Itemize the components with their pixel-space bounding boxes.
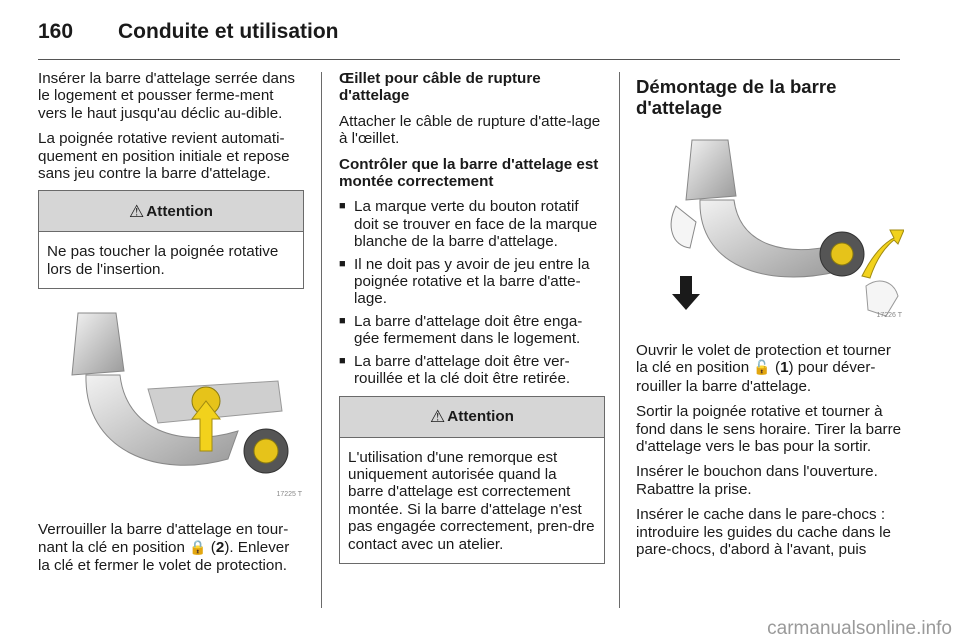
figure-towbar-remove: [636, 126, 904, 326]
list-item: ■ La barre d'attelage doit être ver-rouillée et la clé doit être retirée.: [339, 353, 605, 388]
column-divider-right: [619, 72, 620, 608]
towbar-illustration-remove: [636, 126, 904, 326]
column-right: [636, 70, 904, 566]
figure-code: 17226 T: [876, 311, 902, 319]
subhead-breakaway-eye: Œillet pour câble de rupture d'attelage: [339, 70, 541, 105]
attention-header: [340, 397, 604, 438]
page-title: Conduite et utilisation: [118, 20, 339, 43]
list-item: ■ Il ne doit pas y avoir de jeu entre la poignée rotative et la barre d'atte-lage.: [339, 256, 605, 308]
attention-header: [39, 191, 303, 232]
warning-triangle-icon: ⚠: [430, 406, 446, 426]
warning-triangle-icon: ⚠: [129, 201, 145, 221]
list-item: ■ La barre d'attelage doit être enga-gée fermement dans le logement.: [339, 313, 605, 348]
left-paragraph-handle: La poignée rotative revient automati-quement en position initiale et repose sans jeu contre la barre d'attelage.: [38, 130, 290, 183]
left-paragraph-insert: Insérer la barre d'attelage serrée dans le logement et pousser ferme-ment vers le haut jusqu'au déclic au-dible.: [38, 70, 296, 122]
middle-paragraph-cable: Attacher le câble de rupture d'atte-lage à l'œillet.: [339, 112, 601, 148]
check-list: [339, 198, 605, 387]
attention-text: Ne pas toucher la poignée rotative lors de l'insertion.: [47, 243, 279, 278]
right-paragraph-remove: Sortir la poignée rotative et tourner à fond dans le sens horaire. Tirer la barre d'attelage vers le bas pour la sortir.: [636, 403, 902, 456]
page-number: 160: [38, 20, 74, 43]
attention-title: Attention: [146, 202, 213, 220]
column-left: [38, 70, 304, 582]
attention-box-middle: [339, 396, 605, 564]
attention-box-left: [38, 190, 304, 289]
attention-text: L'utilisation d'une remorque est uniquement autorisée quand la barre d'attelage est correctement montée. Si la barre d'attelage n'est pas engagée correctement, pren-dre contact avec un atelier.: [348, 448, 595, 553]
right-paragraph-cover: Insérer le cache dans le pare-chocs : introduire les guides du cache dans le pare-chocs, d'abord à l'avant, puis: [636, 506, 891, 559]
lock-closed-icon: 🔒: [189, 539, 207, 556]
watermark: carmanualsonline.info: [767, 618, 952, 639]
figure-code: 17225 T: [276, 490, 302, 498]
left-paragraph-lock: Verrouiller la barre d'attelage en tour-nant la clé en position 🔒 (2). Enlever la clé et fermer le volet de protection.: [38, 521, 290, 575]
right-paragraph-plug: Insérer le bouchon dans l'ouverture. Rabattre la prise.: [636, 463, 878, 498]
attention-title: Attention: [447, 407, 514, 425]
right-paragraph-unlock: Ouvrir le volet de protection et tourner la clé en position 🔓 (1) pour déver-rouiller la barre d'attelage.: [636, 342, 891, 395]
page-header: [38, 18, 900, 58]
list-item: ■ La marque verte du bouton rotatif doit se trouver en face de la marque blanche de la barre d'attelage.: [339, 198, 605, 250]
lock-open-icon: 🔓: [753, 360, 771, 377]
figure-towbar-insert: [38, 301, 304, 505]
column-middle: [339, 70, 605, 564]
towbar-illustration-insert: [38, 301, 304, 505]
section-heading: Démontage de la barre d'attelage: [636, 76, 837, 118]
subhead-check-mounting: Contrôler que la barre d'attelage est montée correctement: [339, 155, 599, 191]
header-rule: [38, 59, 900, 60]
column-divider-left: [321, 72, 322, 608]
